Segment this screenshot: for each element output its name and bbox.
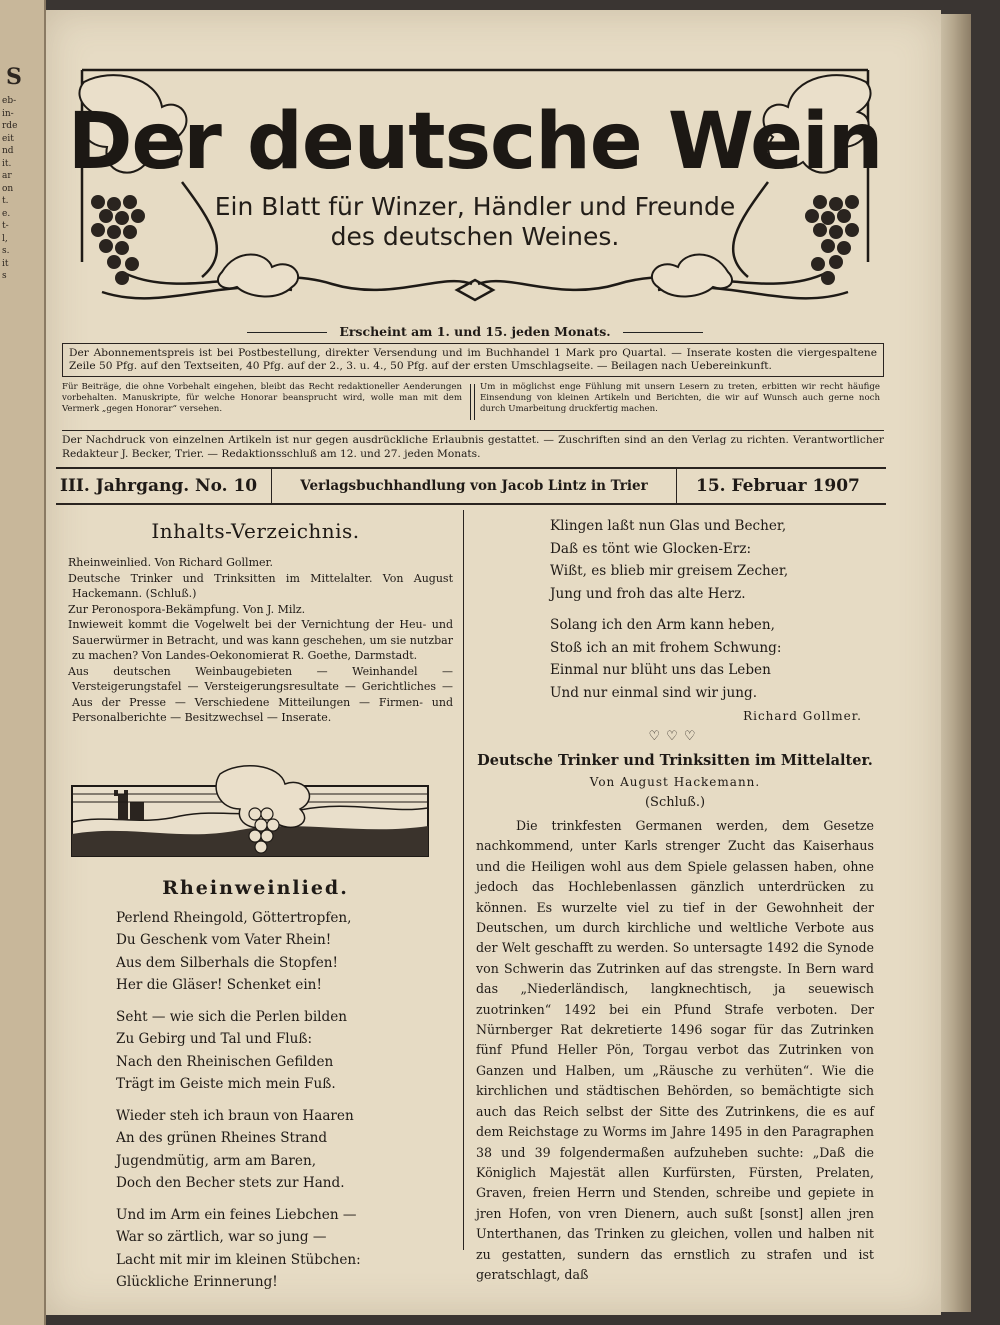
- poem-stanza: [116, 1105, 453, 1195]
- page-stack-edge: [941, 14, 971, 1312]
- contribution-note-left: Für Beiträge, die ohne Vorbehalt eingehen, bleibt das Recht redaktioneller Aenderungen vorbehalten. Manuskripte, für welche Honorar beansprucht wird, wolle man mit dem Vermerk „gegen Honorar“ versehen.: [62, 382, 462, 414]
- newspaper-subtitle: [62, 192, 888, 252]
- article-subtitle: (Schluß.): [644, 795, 706, 810]
- contribution-note-right: Um in möglichst enge Fühlung mit unsern Lesern zu treten, erbitten wir recht häufige Einsendung von kleinen Artikeln und Berichten, die wir auf Wunsch auch gerne noch durch Umarbeitung druckfertig machen.: [480, 382, 880, 414]
- poem-author: Richard Gollmer.: [743, 709, 862, 723]
- adjacent-page-fragment: rde: [2, 121, 18, 131]
- poem-stanza: [116, 907, 453, 997]
- article-body: Die trinkfesten Germanen werden, dem Gesetze nachkommend, unter Karls strenger Zucht das Kaiserhaus und die Heiligen wohl aus dem Spiele gelassen haben, ohne jedoch das Hochlebenlassen gänzlich unterdrücken zu können. Es wurzelte viel zu tief in der Gewohnheit der Deutschen, um durch kirchliche und weltliche Verbote aus der Welt geschafft zu werden. So untersagte 1492 die Synode von Schwerin das Zutrinken auf das strengste. In Bern ward das „Niederländisch, langknechtisch, ja seuewisch zuotrinken“ 1492 bei ein Pfund Strafe verboten. Der Nürnberger Rat dekretierte 1496 sogar für das Zutrinken fünf Pfund Heller Pön, Torgau verbot das Zutrinken von Ganzen und Halben, um „Räusche zu verhüten“. Wie die kirchlichen und städtischen Behörden, so bemächtigte sich auch das Reich selbst der Sitte des Zutrinkens, die es auf dem Reichstage zu Worms im Jahre 1495 in den Paragraphen 38 und 39 folgendermaßen aufzuheben suchte: „Daß die Königlich Majestät allen Kurfürsten, Fürsten, Prelaten, Graven, freien Herrn und Stenden, schreibe und gepiete in jren Hofen, von vren Dienern, auch sußt [sonst] allen jren Unterthanen, das Trinken zu gleichen, vollen und halben nit zu gestatten, sundern das ernstlich zu strafen und ist geratschlagt, daß: [476, 818, 874, 1282]
- poem-line: Nach den Rheinischen Gefilden: [116, 1053, 334, 1070]
- poem-left-stanzas: [58, 907, 453, 1294]
- adjacent-page-fragment: s.: [2, 246, 10, 256]
- toc-title: Inhalts-Verzeichnis.: [151, 519, 360, 543]
- poem-line: An des grünen Rheines Strand: [116, 1130, 328, 1146]
- poem-line: Daß es tönt wie Glocken-Erz:: [550, 540, 752, 557]
- subscription-box: Der Abonnementspreis ist bei Postbestellung, direkter Versendung und im Buchhandel 1 Mark pro Quartal. — Inserate kosten die viergespaltene Zeile 50 Pfg. auf den Textseiten, 40 Pfg. auf der 2., 3. u. 4., 50 Pfg. auf der ersten Umschlagseite. — Beilagen nach Uebereinkunft.: [62, 343, 884, 377]
- adjacent-page-fragment: on: [2, 183, 14, 194]
- poem-line: Doch den Becher stets zur Hand.: [116, 1175, 345, 1191]
- adjacent-page-fragment: t.: [2, 196, 9, 206]
- issue-date: 15. Februar 1907: [696, 476, 860, 496]
- poem-line: Glückliche Erinnerung!: [116, 1274, 278, 1290]
- adjacent-page-fragment: ar: [2, 171, 12, 181]
- toc-list: [58, 555, 453, 726]
- poem-stanza: [116, 1204, 453, 1294]
- column-divider: [463, 510, 464, 1250]
- poem-title: Rheinweinlied.: [162, 876, 349, 899]
- poem-line: Und nur einmal sind wir jung.: [550, 684, 758, 701]
- adjacent-page-fragment: e.: [2, 208, 11, 219]
- poem-line: Und im Arm ein feines Liebchen —: [116, 1206, 357, 1223]
- poem-line: War so zärtlich, war so jung —: [116, 1229, 327, 1245]
- reprint-notice: Der Nachdruck von einzelnen Artikeln ist nur gegen ausdrückliche Erlaubnis gestattet. — Zuschriften sind an den Verlag zu richten. Verantwortlicher Redakteur J. Becker, Trier. — Redaktionsschluß am 12. und 27. jeden Monats.: [62, 430, 884, 461]
- poem-line: Du Geschenk vom Vater Rhein!: [116, 932, 332, 948]
- poem-line: Stoß ich an mit frohem Schwung:: [550, 639, 782, 656]
- adjacent-page-letter: S: [6, 64, 22, 90]
- poem-line: Wieder steh ich braun von Haaren: [116, 1107, 354, 1124]
- double-rule-divider: [470, 384, 475, 420]
- poem-line: Lacht mit mir im kleinen Stübchen:: [116, 1251, 361, 1268]
- poem-line: Solang ich den Arm kann heben,: [550, 617, 775, 633]
- masthead: [62, 62, 888, 322]
- adjacent-page-fragment: s: [2, 271, 7, 281]
- poem-line: Klingen laßt nun Glas und Becher,: [550, 518, 787, 534]
- contribution-notes: [62, 382, 884, 424]
- toc-item: Deutsche Trinker und Trinksitten im Mittelalter. Von August Hackemann. (Schluß.): [68, 571, 453, 600]
- left-column: [58, 515, 453, 1303]
- poem-line: Jugendmütig, arm am Baren,: [116, 1152, 317, 1169]
- toc-item: Inwieweit kommt die Vogelwelt bei der Vernichtung der Heu- und Sauerwürmer in Betracht, und was kann geschehen, um sie nutzbar zu machen? Von Landes-Oekonomierat R. Goethe, Darmstadt.: [68, 618, 453, 662]
- adjacent-page-fragment: nd: [2, 146, 14, 156]
- poem-line: Wißt, es blieb mir greisem Zecher,: [550, 563, 789, 579]
- poem-line: Her die Gläser! Schenket ein!: [116, 977, 322, 993]
- adjacent-page-fragment: l,: [2, 233, 8, 244]
- adjacent-page-fragment: in-: [2, 108, 14, 119]
- toc-item: Rheinweinlied. Von Richard Gollmer.: [68, 556, 274, 569]
- issue-volume: III. Jahrgang. No. 10: [60, 476, 258, 496]
- rhine-landscape-vignette-icon: [70, 764, 430, 859]
- newspaper-title: Der deutsche Wein: [67, 97, 883, 187]
- newspaper-page: [46, 10, 941, 1315]
- poem-line: Perlend Rheingold, Göttertropfen,: [116, 909, 352, 926]
- toc-item: Aus deutschen Weinbaugebieten — Weinhandel — Versteigerungstafel — Versteigerungsresultate — Gerichtliches — Aus der Presse — Verschiedene Mitteilungen — Firmen- und Personalberichte — Besitzwechsel — Inserate.: [68, 664, 453, 724]
- article-title: Deutsche Trinker und Trinksitten im Mittelalter.: [477, 752, 873, 769]
- adjacent-page-fragment: eb-: [2, 96, 17, 106]
- toc-item: Zur Peronospora-Bekämpfung. Von J. Milz.: [68, 602, 306, 616]
- issue-bar: [56, 467, 886, 505]
- article-byline: Von August Hackemann.: [589, 775, 761, 789]
- adjacent-page-edge: [0, 0, 46, 1325]
- poem-line: Einmal nur blüht uns das Leben: [550, 662, 771, 678]
- subtitle-line-2: des deutschen Weines.: [330, 222, 620, 251]
- adjacent-page-fragment: t-: [2, 221, 9, 231]
- issue-publisher: Verlagsbuchhandlung von Jacob Lintz in Trier: [271, 469, 677, 503]
- adjacent-page-fragment: eit: [2, 133, 14, 144]
- adjacent-page-fragment: it: [2, 258, 9, 269]
- poem-stanza: [550, 614, 874, 704]
- poem-line: Jung und froh das alte Herz.: [550, 585, 746, 602]
- poem-stanza: [116, 1006, 453, 1096]
- publication-frequency: Erscheint am 1. und 15. jeden Monats.: [62, 324, 888, 339]
- poem-stanza: [550, 515, 874, 605]
- poem-right-stanzas: [476, 515, 874, 704]
- poem-line: Aus dem Silberhals die Stopfen!: [116, 954, 338, 971]
- hearts-divider: ♡♡♡: [648, 729, 702, 744]
- poem-line: Zu Gebirg und Tal und Fluß:: [116, 1031, 313, 1047]
- adjacent-page-fragment: it.: [2, 158, 12, 169]
- subtitle-line-1: Ein Blatt für Winzer, Händler und Freunde: [214, 192, 736, 221]
- poem-line: Trägt im Geiste mich mein Fuß.: [116, 1076, 336, 1092]
- poem-line: Seht — wie sich die Perlen bilden: [116, 1008, 348, 1025]
- right-column: [476, 515, 874, 1285]
- adjacent-page-fragments: [2, 95, 42, 283]
